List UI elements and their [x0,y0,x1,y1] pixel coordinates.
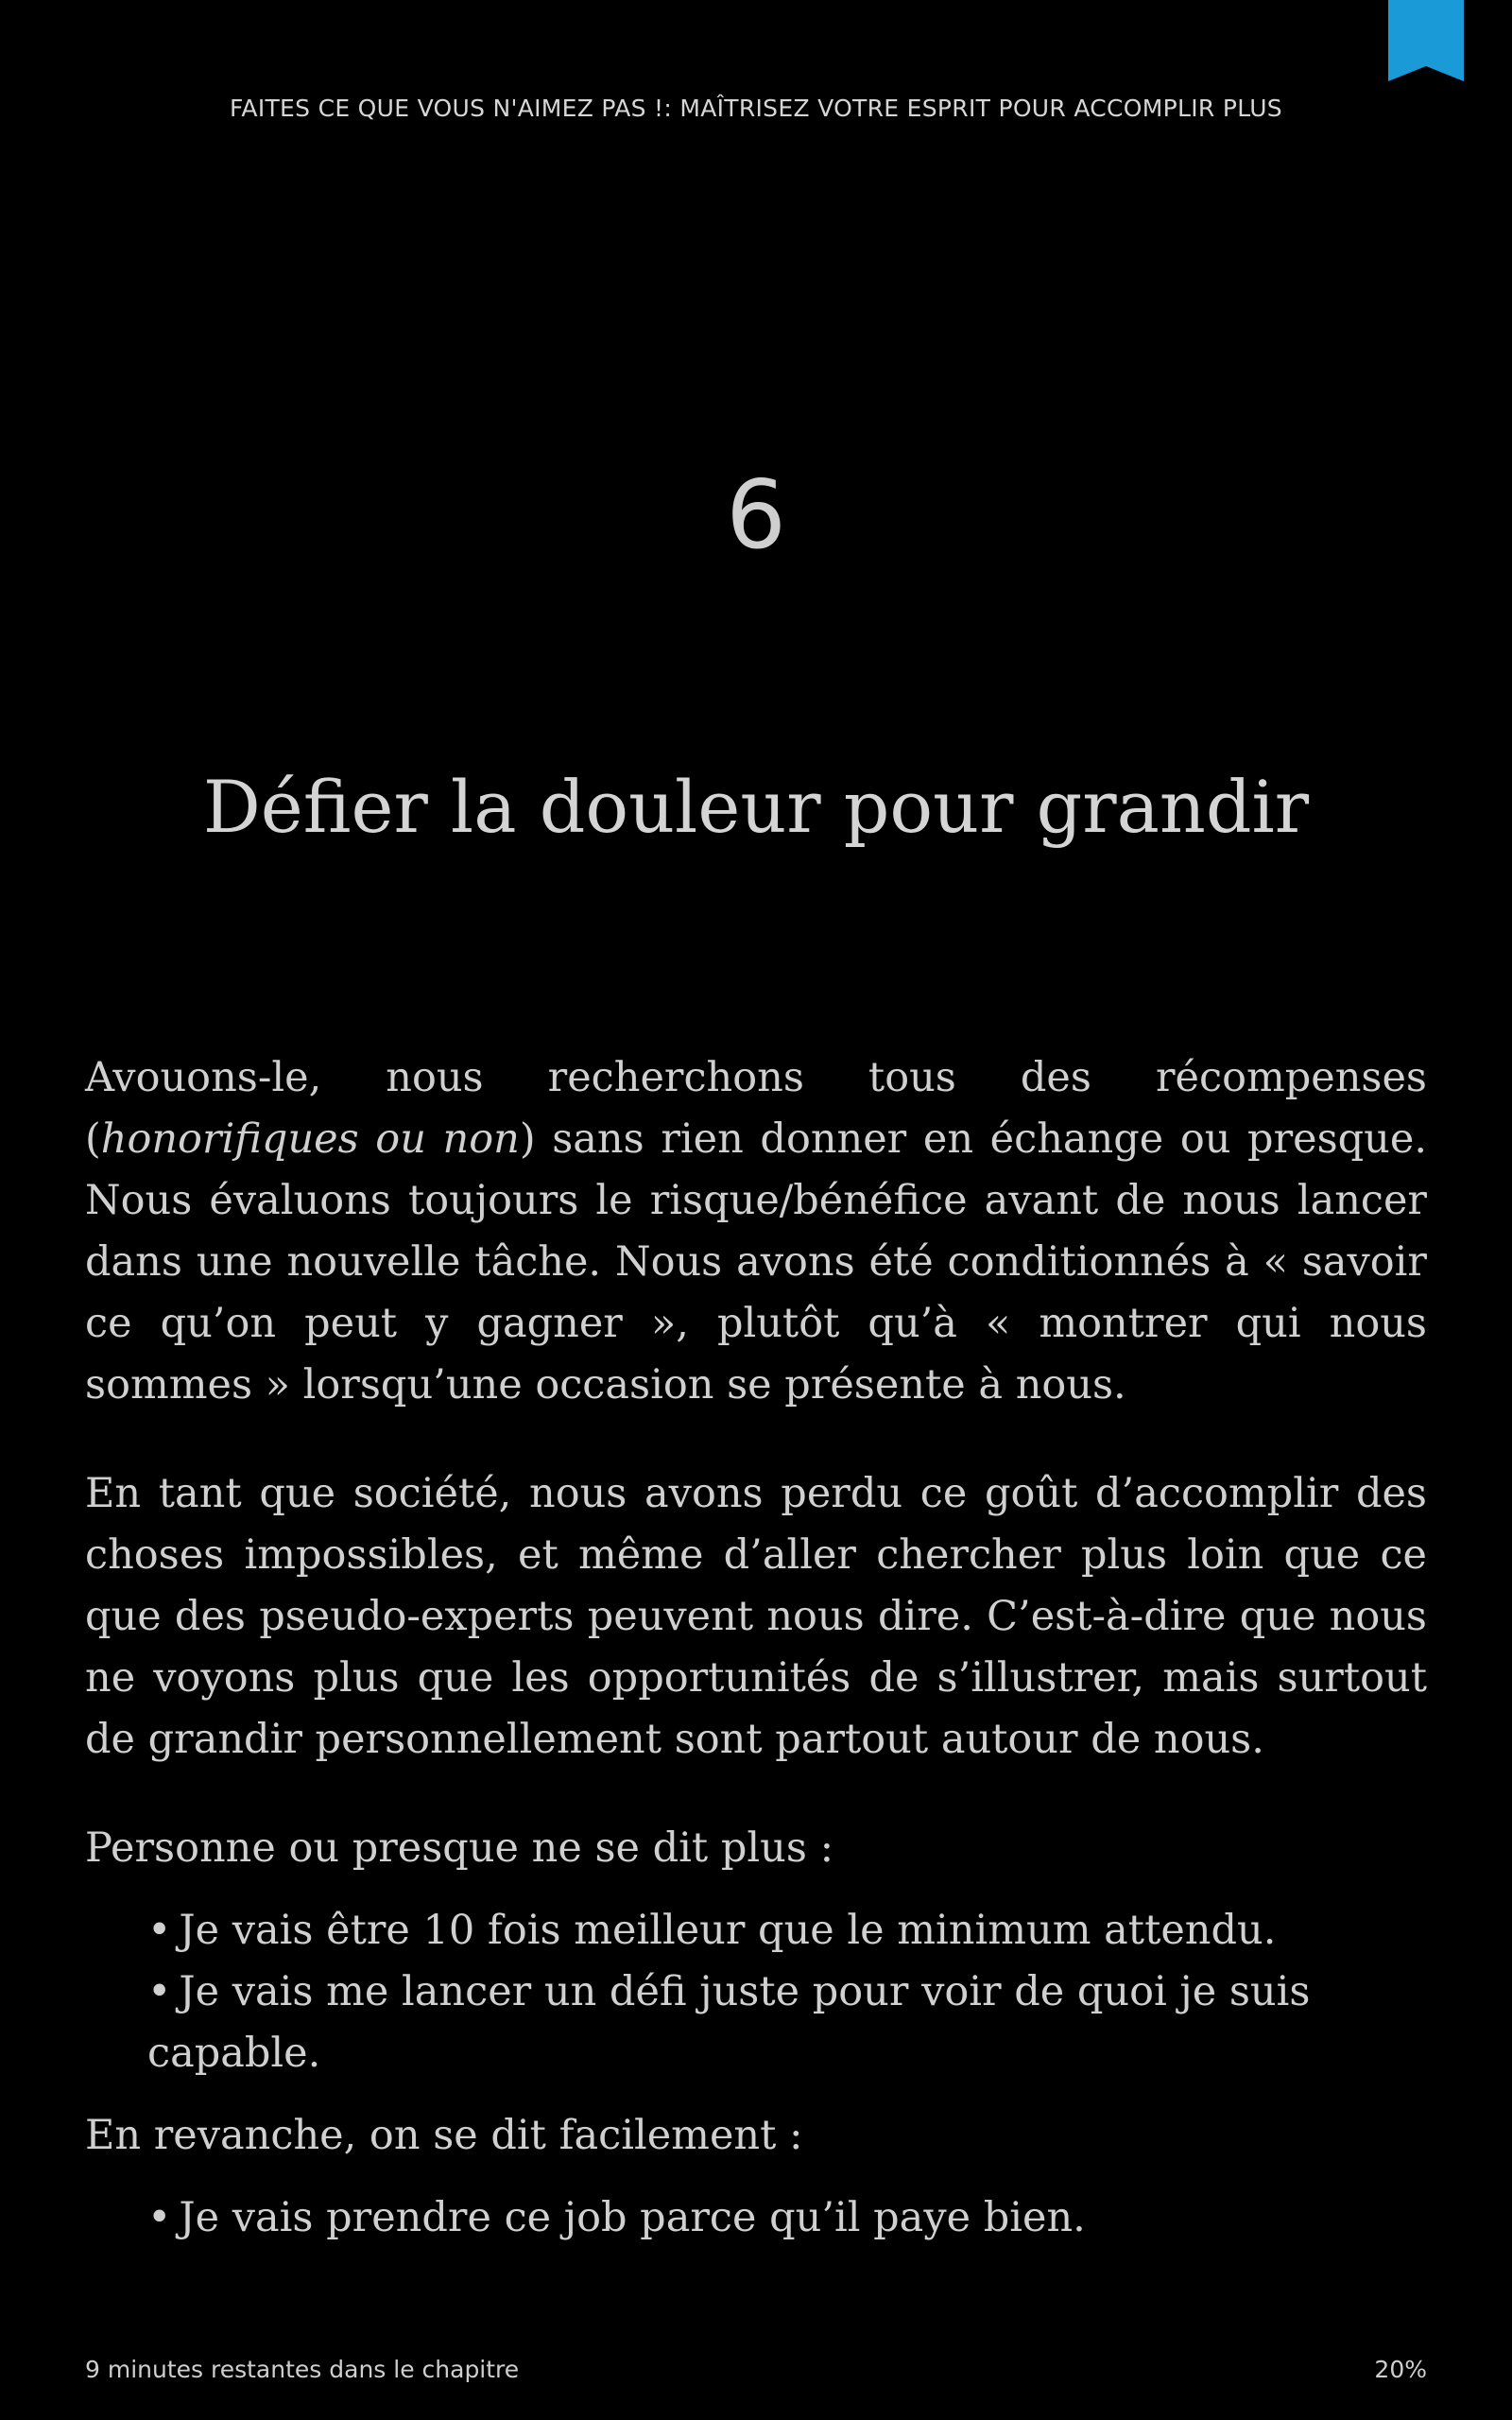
list-item [147,1962,1427,2084]
bullet-icon: • [147,1968,172,2015]
paragraph-4: En revanche, on se dit facilement : [85,2112,803,2159]
list-item-text: Je vais prendre ce job parce qu’il paye bien. [179,2194,1086,2241]
bookmark-icon[interactable] [1388,0,1464,81]
chapter-title: Défier la douleur pour grandir [202,765,1310,849]
paragraph-2: En tant que société, nous avons perdu ce goût d’accomplir des choses impossibles, et même d’aller chercher plus loin que ce que des pseudo-experts peuvent nous dire. C’est-à-dire que nous ne voyons plus que les opportunités de s’illustrer, mais surtout de grandir personnellement sont partout autour de nous. [85,1470,1427,1763]
list-item-text: Je vais être 10 fois meilleur que le minimum attendu. [179,1907,1277,1954]
list-item-text: Je vais me lancer un défi juste pour voir de quoi je suis capable. [147,1968,1311,2077]
bullet-icon: • [147,2194,172,2241]
paragraph-3: Personne ou presque ne se dit plus : [85,1824,834,1872]
chapter-body [85,1047,1427,2270]
bullet-list-1 [85,1900,1427,2084]
paragraph-1-text-a: Avouons-le, nous recherchons tous des récompenses ( [85,1054,1427,1163]
list-item [147,1900,1427,1962]
paragraph-1-text-b: ) sans rien donner en échange ou presque. Nous évaluons toujours le risque/bénéfice avant de nous lancer dans une nouvelle tâche. Nous avons été conditionnés à « savoir ce qu’on peut y gagner », plutôt qu’à « montrer qui nous sommes » lorsqu’une occasion se présente à nous. [85,1115,1427,1409]
paragraph-1 [85,1047,1427,1416]
chapter-number: 6 [726,459,786,570]
paragraph-1-italic: honorifiques ou non [100,1115,520,1163]
bullet-icon: • [147,1907,172,1954]
header-book-title: FAITES CE QUE VOUS N'AIMEZ PAS !: MAÎTRISEZ VOTRE ESPRIT POUR ACCOMPLIR PLUS [230,95,1282,122]
bullet-list-2 [85,2187,1427,2249]
list-item [147,2187,1427,2249]
footer-time-remaining[interactable]: 9 minutes restantes dans le chapitre [85,2356,520,2383]
footer-progress-percent[interactable]: 20% [1374,2356,1427,2383]
